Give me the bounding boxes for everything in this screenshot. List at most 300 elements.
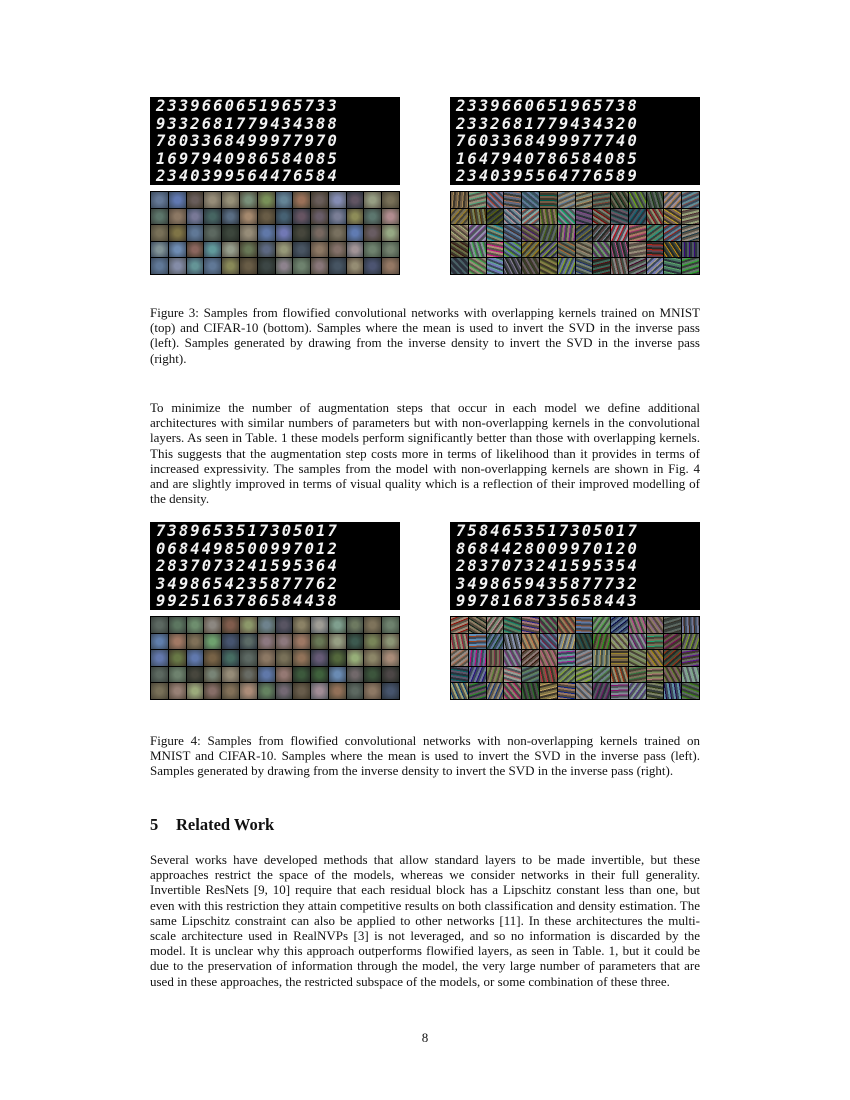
cifar-sample-tile	[276, 242, 293, 258]
cifar-sample-tile	[593, 650, 610, 666]
cifar-sample-tile	[347, 242, 364, 258]
digit-row: 2339660651965733	[156, 97, 339, 115]
cifar-sample-tile	[611, 617, 628, 633]
cifar-sample-tile	[504, 683, 521, 699]
section-title: Related Work	[176, 815, 275, 834]
cifar-sample-tile	[364, 617, 381, 633]
cifar-sample-tile	[329, 667, 346, 683]
cifar-sample-tile	[664, 258, 681, 274]
cifar-sample-tile	[151, 683, 168, 699]
cifar-sample-tile	[504, 225, 521, 241]
cifar-sample-tile	[451, 683, 468, 699]
cifar-sample-tile	[451, 667, 468, 683]
cifar-sample-tile	[169, 192, 186, 208]
cifar-sample-tile	[258, 192, 275, 208]
digit-row: 2837073241595364	[156, 557, 339, 575]
cifar-sample-tile	[329, 225, 346, 241]
cifar-sample-tile	[169, 634, 186, 650]
digit-row: 9925163786584438	[156, 592, 339, 610]
cifar-sample-tile	[593, 225, 610, 241]
cifar-sample-tile	[504, 192, 521, 208]
digit-row: 9332681779434388	[156, 114, 339, 133]
cifar-sample-tile	[311, 192, 328, 208]
cifar-sample-tile	[469, 667, 486, 683]
figure-3-left-panel	[150, 97, 400, 275]
cifar-sample-tile	[151, 667, 168, 683]
cifar-sample-tile	[169, 209, 186, 225]
cifar-sample-tile	[169, 225, 186, 241]
cifar-sample-tile	[558, 209, 575, 225]
cifar-sample-tile	[629, 650, 646, 666]
cifar-sample-tile	[187, 617, 204, 633]
cifar-sample-tile	[487, 634, 504, 650]
cifar-sample-tile	[240, 634, 257, 650]
cifar-sample-tile	[522, 225, 539, 241]
cifar-sample-tile	[364, 258, 381, 274]
cifar-sample-tile	[487, 650, 504, 666]
cifar-sample-tile	[576, 258, 593, 274]
cifar-sample-tile	[347, 209, 364, 225]
cifar-sample-tile	[276, 258, 293, 274]
cifar-sample-tile	[682, 650, 699, 666]
cifar-sample-tile	[276, 650, 293, 666]
cifar-sample-tile	[540, 683, 557, 699]
cifar-sample-tile	[540, 650, 557, 666]
digit-row: 7603368499977740	[456, 132, 639, 150]
cifar-sample-tile	[329, 242, 346, 258]
cifar-sample-tile	[504, 634, 521, 650]
cifar-sample-tile	[364, 192, 381, 208]
cifar-sample-tile	[258, 634, 275, 650]
cifar-sample-tile	[293, 209, 310, 225]
cifar-sample-tile	[611, 258, 628, 274]
cifar-sample-tile	[522, 242, 539, 258]
cifar-sample-tile	[293, 258, 310, 274]
cifar-sample-tile	[647, 225, 664, 241]
cifar-sample-tile	[558, 258, 575, 274]
cifar-sample-tile	[469, 258, 486, 274]
cifar-sample-tile	[522, 634, 539, 650]
cifar-sample-tile	[347, 258, 364, 274]
cifar-sample-tile	[311, 242, 328, 258]
cifar-sample-tile	[558, 617, 575, 633]
figure-4-right-panel	[450, 522, 700, 700]
cifar-sample-tile	[682, 192, 699, 208]
digit-row: 7584653517305017	[456, 522, 639, 540]
cifar-sample-tile	[258, 650, 275, 666]
cifar-sample-tile	[258, 667, 275, 683]
cifar-sample-tile	[593, 192, 610, 208]
cifar-sample-tile	[204, 634, 221, 650]
cifar-sample-tile	[540, 242, 557, 258]
cifar-sample-tile	[664, 617, 681, 633]
digit-row: 7803368499977970	[156, 132, 339, 150]
cifar-sample-tile	[664, 667, 681, 683]
cifar-sample-tile	[469, 192, 486, 208]
cifar-sample-tile	[240, 209, 257, 225]
cifar-sample-tile	[540, 209, 557, 225]
cifar-sample-tile	[293, 634, 310, 650]
cifar-sample-tile	[487, 209, 504, 225]
cifar-sample-tile	[469, 650, 486, 666]
cifar-sample-tile	[169, 258, 186, 274]
cifar-sample-tile	[576, 667, 593, 683]
cifar-sample-tile	[311, 617, 328, 633]
cifar-sample-tile	[576, 683, 593, 699]
cifar-sample-tile	[611, 683, 628, 699]
cifar-sample-tile	[469, 634, 486, 650]
cifar-sample-tile	[576, 209, 593, 225]
cifar-sample-tile	[593, 258, 610, 274]
cifar-sample-tile	[364, 683, 381, 699]
cifar-sample-tile	[187, 634, 204, 650]
cifar-sample-tile	[382, 683, 399, 699]
cifar-sample-tile	[682, 209, 699, 225]
cifar-sample-tile	[151, 617, 168, 633]
cifar-sample-tile	[451, 634, 468, 650]
digit-row: 7389653517305017	[156, 522, 339, 540]
cifar-sample-tile	[347, 683, 364, 699]
cifar-sample-tile	[629, 617, 646, 633]
cifar-sample-tile	[451, 209, 468, 225]
cifar-sample-tile	[364, 650, 381, 666]
cifar-sample-tile	[222, 634, 239, 650]
digit-row: 0684498500997012	[156, 539, 339, 558]
cifar-sample-tile	[347, 192, 364, 208]
cifar-sample-tile	[293, 683, 310, 699]
cifar-sample-tile	[329, 634, 346, 650]
cifar-sample-tile	[382, 225, 399, 241]
digit-row: 1647940786584085	[456, 149, 639, 168]
cifar-sample-tile	[293, 617, 310, 633]
cifar-sample-tile	[347, 650, 364, 666]
cifar-sample-tile	[664, 225, 681, 241]
cifar-sample-tile	[329, 683, 346, 699]
cifar-sample-tile	[487, 617, 504, 633]
cifar-sample-tile	[664, 192, 681, 208]
cifar-sample-tile	[169, 683, 186, 699]
cifar-sample-tile	[647, 634, 664, 650]
page-number: 8	[421, 1030, 429, 1045]
cifar-sample-tile	[311, 683, 328, 699]
cifar-sample-tile	[151, 258, 168, 274]
cifar-sample-tile	[347, 225, 364, 241]
cifar-sample-tile	[222, 225, 239, 241]
cifar-sample-tile	[682, 683, 699, 699]
cifar-sample-tile	[364, 242, 381, 258]
cifar-sample-tile	[504, 209, 521, 225]
cifar-sample-tile	[504, 650, 521, 666]
cifar-sample-tile	[240, 667, 257, 683]
cifar-sample-tile	[364, 667, 381, 683]
cifar-sample-tile	[487, 192, 504, 208]
cifar-sample-tile	[576, 192, 593, 208]
cifar-sample-tile	[682, 634, 699, 650]
cifar-sample-tile	[558, 667, 575, 683]
cifar-sample-tile	[222, 258, 239, 274]
cifar-sample-tile	[593, 667, 610, 683]
cifar-sample-tile	[204, 667, 221, 683]
cifar-sample-tile	[240, 617, 257, 633]
cifar-sample-tile	[540, 258, 557, 274]
digit-row: 2340399564476584	[156, 167, 339, 185]
cifar-sample-tile	[329, 650, 346, 666]
cifar-sample-tile	[451, 225, 468, 241]
cifar-sample-tile	[187, 650, 204, 666]
mnist-samples-drawn	[450, 522, 700, 610]
cifar-sample-tile	[347, 617, 364, 633]
cifar-sample-tile	[576, 617, 593, 633]
cifar-sample-tile	[451, 192, 468, 208]
cifar-sample-tile	[487, 258, 504, 274]
cifar-sample-tile	[240, 192, 257, 208]
cifar-sample-tile	[522, 650, 539, 666]
cifar-sample-tile	[258, 209, 275, 225]
cifar-sample-tile	[647, 258, 664, 274]
mnist-samples-drawn	[450, 97, 700, 185]
cifar-sample-tile	[522, 617, 539, 633]
cifar-sample-tile	[311, 209, 328, 225]
cifar-sample-tile	[151, 242, 168, 258]
cifar-sample-tile	[629, 225, 646, 241]
cifar-sample-tile	[611, 192, 628, 208]
cifar-sample-tile	[593, 617, 610, 633]
cifar-sample-tile	[204, 209, 221, 225]
cifar-sample-tile	[469, 209, 486, 225]
cifar-samples-mean	[150, 616, 400, 700]
cifar-sample-tile	[576, 634, 593, 650]
cifar-sample-tile	[364, 634, 381, 650]
cifar-sample-tile	[382, 209, 399, 225]
cifar-sample-tile	[187, 209, 204, 225]
cifar-sample-tile	[522, 258, 539, 274]
cifar-sample-tile	[647, 192, 664, 208]
cifar-sample-tile	[540, 192, 557, 208]
cifar-sample-tile	[629, 258, 646, 274]
cifar-sample-tile	[240, 225, 257, 241]
cifar-sample-tile	[664, 209, 681, 225]
digit-row: 2340395564776589	[456, 167, 639, 185]
cifar-sample-tile	[329, 192, 346, 208]
cifar-sample-tile	[329, 617, 346, 633]
cifar-sample-tile	[487, 683, 504, 699]
cifar-sample-tile	[293, 667, 310, 683]
cifar-sample-tile	[364, 225, 381, 241]
cifar-sample-tile	[611, 634, 628, 650]
cifar-sample-tile	[382, 192, 399, 208]
cifar-sample-tile	[558, 634, 575, 650]
cifar-samples-drawn	[450, 616, 700, 700]
cifar-sample-tile	[629, 242, 646, 258]
cifar-sample-tile	[151, 225, 168, 241]
cifar-sample-tile	[576, 225, 593, 241]
cifar-sample-tile	[664, 634, 681, 650]
cifar-sample-tile	[611, 209, 628, 225]
digit-row: 8684428009970120	[456, 539, 639, 558]
cifar-sample-tile	[258, 258, 275, 274]
cifar-sample-tile	[647, 617, 664, 633]
cifar-sample-tile	[347, 634, 364, 650]
cifar-sample-tile	[151, 209, 168, 225]
cifar-sample-tile	[293, 225, 310, 241]
digit-row: 1697940986584085	[156, 149, 339, 168]
cifar-sample-tile	[258, 225, 275, 241]
cifar-sample-tile	[382, 258, 399, 274]
cifar-sample-tile	[451, 242, 468, 258]
cifar-sample-tile	[629, 209, 646, 225]
cifar-sample-tile	[451, 617, 468, 633]
figure-3-caption: Figure 3: Samples from flowified convolutional networks with overlapping kernels trained on MNIST (top) and CIFAR-10 (bottom). Samples where the mean is used to invert the SVD in the inverse pass (left). Samples generated by drawing from the inverse density to invert the SVD in the inverse pass (right).	[150, 305, 700, 366]
cifar-sample-tile	[647, 683, 664, 699]
cifar-sample-tile	[522, 192, 539, 208]
cifar-sample-tile	[540, 225, 557, 241]
cifar-sample-tile	[151, 650, 168, 666]
cifar-samples-mean	[150, 191, 400, 275]
cifar-sample-tile	[504, 258, 521, 274]
cifar-sample-tile	[611, 667, 628, 683]
cifar-sample-tile	[664, 683, 681, 699]
cifar-sample-tile	[347, 667, 364, 683]
cifar-sample-tile	[187, 667, 204, 683]
cifar-sample-tile	[240, 242, 257, 258]
digit-row: 2339660651965738	[456, 97, 639, 115]
cifar-samples-drawn	[450, 191, 700, 275]
cifar-sample-tile	[169, 617, 186, 633]
cifar-sample-tile	[222, 242, 239, 258]
cifar-sample-tile	[258, 242, 275, 258]
cifar-sample-tile	[382, 634, 399, 650]
cifar-sample-tile	[558, 242, 575, 258]
cifar-sample-tile	[169, 650, 186, 666]
section-number: 5	[150, 815, 159, 834]
cifar-sample-tile	[329, 258, 346, 274]
cifar-sample-tile	[187, 258, 204, 274]
cifar-sample-tile	[593, 209, 610, 225]
cifar-sample-tile	[504, 617, 521, 633]
cifar-sample-tile	[293, 192, 310, 208]
cifar-sample-tile	[204, 225, 221, 241]
figure-4	[150, 522, 700, 700]
cifar-sample-tile	[469, 225, 486, 241]
cifar-sample-tile	[293, 242, 310, 258]
cifar-sample-tile	[382, 650, 399, 666]
mnist-samples-mean	[150, 522, 400, 610]
cifar-sample-tile	[611, 242, 628, 258]
cifar-sample-tile	[451, 650, 468, 666]
cifar-sample-tile	[240, 683, 257, 699]
figure-4-caption: Figure 4: Samples from flowified convolutional networks with non-overlapping kernels trained on MNIST and CIFAR-10. Samples where the mean is used to invert the SVD in the inverse pass (left). Samples generated by drawing from the inverse density to invert the SVD in the inverse pass (right).	[150, 733, 700, 779]
cifar-sample-tile	[593, 242, 610, 258]
cifar-sample-tile	[611, 225, 628, 241]
cifar-sample-tile	[276, 225, 293, 241]
mnist-samples-mean	[150, 97, 400, 185]
cifar-sample-tile	[276, 617, 293, 633]
cifar-sample-tile	[187, 242, 204, 258]
cifar-sample-tile	[647, 650, 664, 666]
cifar-sample-tile	[311, 650, 328, 666]
cifar-sample-tile	[258, 683, 275, 699]
cifar-sample-tile	[647, 667, 664, 683]
cifar-sample-tile	[240, 650, 257, 666]
cifar-sample-tile	[647, 242, 664, 258]
cifar-sample-tile	[469, 683, 486, 699]
cifar-sample-tile	[382, 617, 399, 633]
cifar-sample-tile	[204, 650, 221, 666]
cifar-sample-tile	[540, 617, 557, 633]
cifar-sample-tile	[222, 209, 239, 225]
cifar-sample-tile	[258, 617, 275, 633]
cifar-sample-tile	[311, 225, 328, 241]
cifar-sample-tile	[487, 225, 504, 241]
cifar-sample-tile	[558, 192, 575, 208]
cifar-sample-tile	[540, 667, 557, 683]
cifar-sample-tile	[664, 242, 681, 258]
cifar-sample-tile	[204, 258, 221, 274]
cifar-sample-tile	[311, 667, 328, 683]
cifar-sample-tile	[382, 242, 399, 258]
digit-row: 2837073241595354	[456, 557, 639, 575]
cifar-sample-tile	[222, 617, 239, 633]
cifar-sample-tile	[522, 667, 539, 683]
cifar-sample-tile	[487, 242, 504, 258]
cifar-sample-tile	[276, 634, 293, 650]
cifar-sample-tile	[451, 258, 468, 274]
cifar-sample-tile	[469, 242, 486, 258]
digit-row: 3498659435877732	[456, 574, 639, 593]
cifar-sample-tile	[276, 667, 293, 683]
cifar-sample-tile	[682, 258, 699, 274]
cifar-sample-tile	[682, 225, 699, 241]
cifar-sample-tile	[222, 683, 239, 699]
cifar-sample-tile	[576, 242, 593, 258]
cifar-sample-tile	[151, 634, 168, 650]
cifar-sample-tile	[204, 242, 221, 258]
cifar-sample-tile	[611, 650, 628, 666]
cifar-sample-tile	[504, 667, 521, 683]
cifar-sample-tile	[151, 192, 168, 208]
cifar-sample-tile	[382, 667, 399, 683]
cifar-sample-tile	[558, 650, 575, 666]
digit-row: 2332681779434320	[456, 114, 639, 133]
cifar-sample-tile	[311, 258, 328, 274]
cifar-sample-tile	[222, 650, 239, 666]
related-work-paragraph: Several works have developed methods that allow standard layers to be made invertible, but these approaches restrict the space of the models, whereas we consider networks in their full generality. Invertible ResNets [9, 10] require that each residual block has a Lipschitz constant less than one, but even with this restriction they attain competitive results on both classification and density estimation. The same Lipschitz constraint can also be applied to other networks [11]. In these architectures the multi-scale architecture used in RealNVPs [3] is not leveraged, and so no information is discarded by the model. It is unclear why this approach outperforms flowified layers, as seen in Table. 1, but it could be due to the preservation of information through the model, the very large number of parameters that are used in these approaches, the restricted subspace of the models, or some combination of these three.	[150, 852, 700, 989]
cifar-sample-tile	[204, 683, 221, 699]
cifar-sample-tile	[187, 192, 204, 208]
cifar-sample-tile	[664, 650, 681, 666]
cifar-sample-tile	[204, 192, 221, 208]
cifar-sample-tile	[522, 209, 539, 225]
cifar-sample-tile	[629, 634, 646, 650]
cifar-sample-tile	[558, 683, 575, 699]
cifar-sample-tile	[204, 617, 221, 633]
cifar-sample-tile	[187, 225, 204, 241]
cifar-sample-tile	[169, 667, 186, 683]
cifar-sample-tile	[222, 667, 239, 683]
cifar-sample-tile	[276, 683, 293, 699]
cifar-sample-tile	[682, 617, 699, 633]
digit-row: 3498654235877762	[156, 574, 339, 593]
cifar-sample-tile	[222, 192, 239, 208]
body-paragraph: To minimize the number of augmentation steps that occur in each model we define additional architectures with similar numbers of parameters but with non-overlapping kernels in the convolutional layers. As seen in Table. 1 these models perform significantly better than those with overlapping kernels. This suggests that the augmentation step costs more in terms of likelihood than it provides in terms of increased expressivity. The samples from the model with non-overlapping kernels are shown in Fig. 4 and are slightly improved in terms of visual quality which is a reflection of their improved modelling of the density.	[150, 400, 700, 507]
cifar-sample-tile	[311, 634, 328, 650]
cifar-sample-tile	[540, 634, 557, 650]
cifar-sample-tile	[682, 667, 699, 683]
cifar-sample-tile	[364, 209, 381, 225]
cifar-sample-tile	[169, 242, 186, 258]
cifar-sample-tile	[576, 650, 593, 666]
figure-4-left-panel	[150, 522, 400, 700]
